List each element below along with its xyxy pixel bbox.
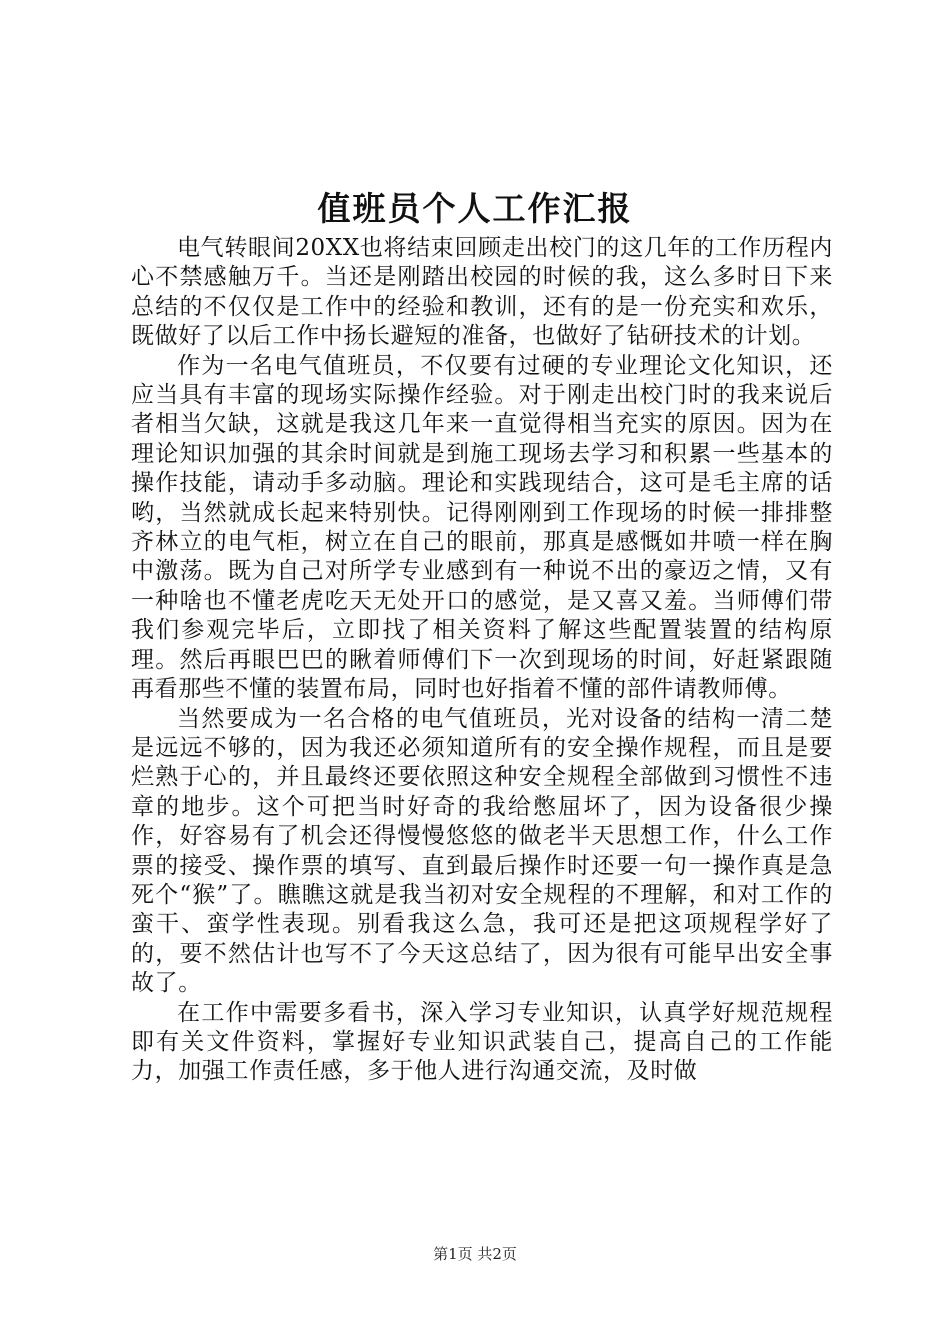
document-body <box>131 234 833 1087</box>
document-title: 值班员个人工作汇报 <box>317 189 633 228</box>
paragraph: 当然要成为一名合格的电气值班员，光对设备的结构一清二楚是远远不够的，因为我还必须知道所有的安全操作规程，而且是要烂熟于心的，并且最终还要依照这种安全规程全部做到习惯性不违章的地步。这个可把当时好奇的我给憋屈坏了，因为设备很少操作，好容易有了机会还得慢慢悠悠的做老半天思想工作，什么工作票的接受、操作票的填写、直到最后操作时还要一句一操作真是急死个“猴”了。瞧瞧这就是我当初对安全规程的不理解，和对工作的蛮干、蛮学性表现。别看我这么急，我可还是把这项规程学好了的，要不然估计也写不了今天这总结了，因为很有可能早出安全事故了。 <box>131 705 833 997</box>
paragraph: 电气转眼间20XX也将结束回顾走出校门的这几年的工作历程内心不禁感触万千。当还是刚踏出校园的时候的我，这么多时日下来总结的不仅仅是工作中的经验和教训，还有的是一份充实和欢乐，既做好了以后工作中扬长避短的准备，也做好了钻研技术的计划。 <box>131 235 833 350</box>
page-number-footer: 第1页 共2页 <box>433 1245 517 1263</box>
paragraph: 作为一名电气值班员，不仅要有过硬的专业理论文化知识，还应当具有丰富的现场实际操作经验。对于刚走出校门时的我来说后者相当欠缺，这就是我这几年来一直觉得相当充实的原因。因为在理论知识加强的其余时间就是到施工现场去学习和积累一些基本的操作技能，请动手多动脑。理论和实践现结合，这可是毛主席的话哟，当然就成长起来特别快。记得刚刚到工作现场的时候一排排整齐林立的电气柜，树立在自己的眼前，那真是感慨如井喷一样在胸中激荡。既为自己对所学专业感到有一种说不出的豪迈之情，又有一种啥也不懂老虎吃天无处开口的感觉，是又喜又羞。当师傅们带我们参观完毕后，立即找了相关资料了解这些配置装置的结构原理。然后再眼巴巴的瞅着师傅们下一次到现场的时间，好赶紧跟随再看那些不懂的装置布局，同时也好指着不懂的部件请教师傅。 <box>131 352 833 703</box>
paragraph: 在工作中需要多看书，深入学习专业知识，认真学好规范规程即有关文件资料，掌握好专业知识武装自己，提高自己的工作能力，加强工作责任感，多于他人进行沟通交流，及时做 <box>131 999 833 1085</box>
